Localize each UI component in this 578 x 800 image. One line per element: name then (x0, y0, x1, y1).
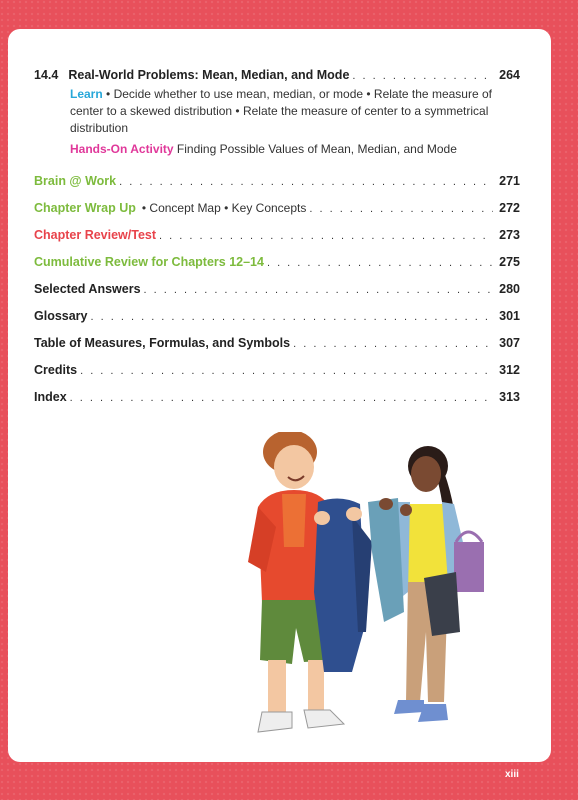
entry-title: Selected Answers (34, 282, 141, 296)
entry-page: 312 (499, 363, 520, 377)
leader-dots (91, 311, 494, 323)
entry-title: Brain @ Work (34, 174, 117, 188)
entry-page: 272 (499, 201, 520, 215)
toc-entry-chapter-wrap-up[interactable] (34, 201, 520, 215)
leader-dots (159, 230, 493, 242)
entry-title: Cumulative Review for Chapters 12–14 (34, 255, 264, 269)
leader-dots (80, 365, 493, 377)
entry-title: Index (34, 390, 67, 404)
entry-page: 275 (499, 255, 520, 269)
toc-entry-index[interactable] (34, 390, 520, 404)
page-number: xiii (505, 769, 519, 780)
entry-page: 301 (499, 309, 520, 323)
toc-entry-brain-at-work[interactable] (34, 174, 520, 188)
entry-page: 313 (499, 390, 520, 404)
hands-on-label: Hands-On Activity (70, 142, 174, 156)
leader-dots (144, 284, 494, 296)
entry-title: Table of Measures, Formulas, and Symbols (34, 336, 291, 350)
toc-entry-cumulative-review[interactable] (34, 255, 520, 269)
learn-text: • Decide whether to use mean, median, or mode • Relate the measure of center to a skewed distribution • Relate the measure of center to a symmetrical distribution (70, 87, 492, 135)
entry-extra: • Concept Map • Key Concepts (141, 201, 307, 215)
learn-label: Learn (70, 87, 103, 101)
toc-entry-table-of-measures[interactable] (34, 336, 520, 350)
hands-on-text: Finding Possible Values of Mean, Median, and Mode (176, 142, 457, 156)
entry-title: Chapter Wrap Up (34, 201, 136, 215)
leader-dots (293, 338, 493, 350)
entry-title: Chapter Review/Test (34, 228, 157, 242)
section-title: Real-World Problems: Mean, Median, and Mode (68, 68, 350, 82)
toc-entry-credits[interactable] (34, 363, 520, 377)
section-number: 14.4 (34, 68, 59, 82)
toc-entry-chapter-review[interactable] (34, 228, 520, 242)
girl-figure (368, 446, 484, 722)
learn-block (70, 86, 500, 137)
toc-section-14-4[interactable] (34, 68, 520, 82)
entry-page: 280 (499, 282, 520, 296)
entry-page: 271 (499, 174, 520, 188)
students-illustration (248, 432, 488, 750)
entry-page: 307 (499, 336, 520, 350)
leader-dots (352, 70, 493, 82)
leader-dots (309, 203, 493, 215)
toc-entry-selected-answers[interactable] (34, 282, 520, 296)
leader-dots (119, 176, 493, 188)
hands-on-block (70, 141, 500, 158)
entry-page: 273 (499, 228, 520, 242)
leader-dots (70, 392, 493, 404)
leader-dots (267, 257, 493, 269)
entry-title: Glossary (34, 309, 88, 323)
boy-figure (248, 432, 372, 732)
entry-title: Credits (34, 363, 78, 377)
toc-entry-glossary[interactable] (34, 309, 520, 323)
section-page: 264 (499, 68, 520, 82)
